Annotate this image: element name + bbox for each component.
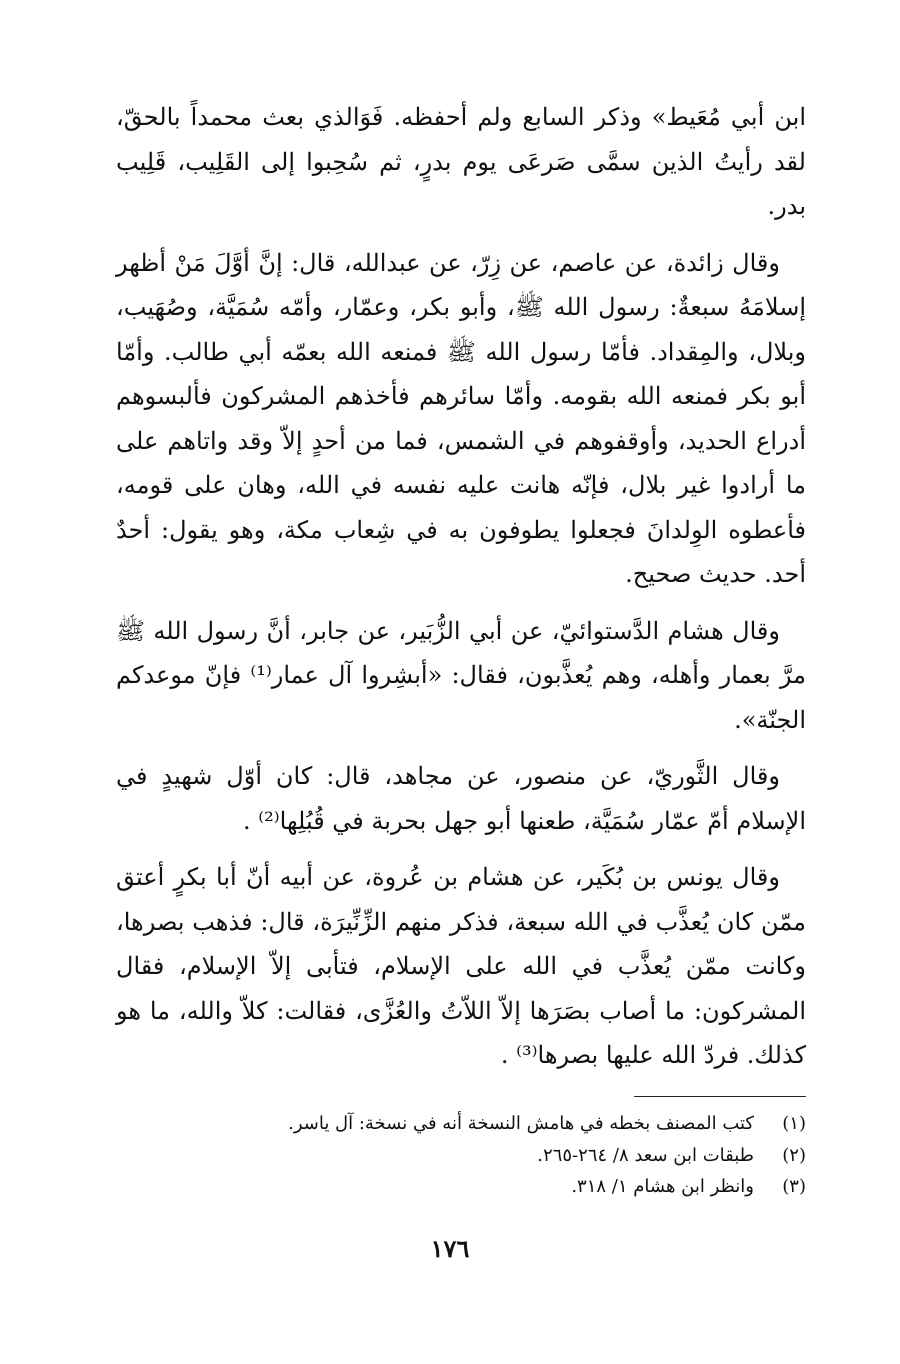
footnote-number: (١) bbox=[782, 1113, 806, 1134]
main-text bbox=[116, 95, 806, 1078]
footnote-2 bbox=[116, 1140, 806, 1172]
footnote-number: (٣) bbox=[782, 1176, 806, 1197]
footnote-text: طبقات ابن سعد ٨/ ٢٦٤-٢٦٥. bbox=[537, 1144, 754, 1166]
footnote-text: وانظر ابن هشام ١/ ٣١٨. bbox=[571, 1176, 754, 1197]
paragraph-1: ابن أبي مُعَيط» وذكر السابع ولم أحفظه. فَوَالذي بعث محمداً بالحقّ، لقد رأيتُ الذين سمَّى صَرعَى يوم بدرٍ، ثم سُحِبوا إلى القَلِيب، قَلِيب بدر. bbox=[116, 103, 806, 220]
footnote-divider bbox=[634, 1096, 806, 1097]
page-number: ١٧٦ bbox=[430, 1234, 470, 1263]
footnote-1 bbox=[116, 1108, 806, 1140]
footnotes bbox=[116, 1108, 806, 1203]
footnote-number: (٢) bbox=[782, 1144, 806, 1166]
paragraph-4: وقال الثَّوريّ، عن منصور، عن مجاهد، قال: كان أوّل شهيدٍ في الإسلام أمّ عمّار سُمَيَّة، طعنها أبو جهل بحربة في قُبُلِها⁽²⁾ . bbox=[116, 762, 806, 835]
paragraph-5: وقال يونس بن بُكَير، عن هشام بن عُروة، عن أبيه أنّ أبا بكرٍ أعتق ممّن كان يُعذَّب في الله سبعة، فذكر منهم الزِّنِّيرَة، قال: فذهب بصرها، وكانت ممّن يُعذَّب في الله على الإسلام، فتأبى إلاّ الإسلام، فقال المشركون: ما أصاب بصَرَها إلاّ اللاّتُ والعُزَّى، فقالت: كلاّ والله، ما هو كذلك. فردّ الله عليها بصرها⁽³⁾ . bbox=[116, 863, 807, 1069]
footnote-3 bbox=[116, 1171, 806, 1203]
paragraph-3: وقال هشام الدَّستوائيّ، عن أبي الزُّبَير، عن جابر، أنَّ رسول الله ﷺ مرَّ بعمار وأهله، وهم يُعذَّبون، فقال: «أبشِروا آل عمار⁽¹⁾ فإنّ موعدكم الجنّة». bbox=[116, 616, 806, 734]
footnote-text: كتب المصنف بخطه في هامش النسخة أنه في نسخة: آل ياسر. bbox=[288, 1113, 754, 1134]
paragraph-2: وقال زائدة، عن عاصم، عن زِرّ، عن عبدالله، قال: إنَّ أوَّلَ مَنْ أظهر إسلامَهُ سبعةٌ: رسول الله ﷺ، وأبو بكر، وعمّار، وأمّه سُمَيَّة، وصُهَيب، وبلال، والمِقداد. فأمّا رسول الله ﷺ فمنعه الله بعمّه أبي طالب. وأمّا أبو بكر فمنعه الله بقومه. وأمّا سائرهم فأخذهم المشركون فألبسوهم أدراع الحديد، وأوقفوهم في الشمس، فما من أحدٍ إلاّ وقد واتاهم على ما أرادوا غير بلال، فإنّه هانت عليه نفسه في الله، وهان على قومه، فأعطوه الوِلدانَ فجعلوا يطوفون به في شِعاب مكة، وهو يقول: أحدٌ أحد. حديث صحيح. bbox=[116, 248, 807, 588]
